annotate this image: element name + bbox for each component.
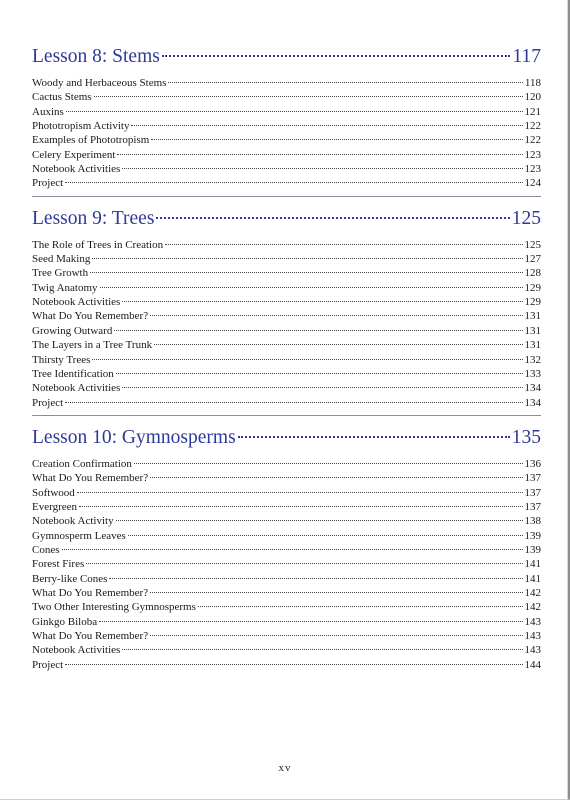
dot-leader	[162, 55, 511, 57]
lesson-section	[32, 425, 541, 672]
entry-title: Project	[32, 658, 64, 671]
toc-entry	[32, 119, 541, 133]
entry-title: Creation Confirmation	[32, 457, 132, 470]
entry-page-number: 137	[524, 500, 541, 513]
toc-entry	[32, 457, 541, 471]
entry-title: Woody and Herbaceous Stems	[32, 77, 167, 89]
entry-page-number: 137	[524, 486, 541, 499]
toc-entry	[32, 381, 541, 395]
entry-page-number: 121	[524, 105, 541, 118]
entry-page-number: 138	[524, 515, 541, 528]
dot-leader	[92, 258, 522, 259]
entry-page-number: 143	[524, 630, 541, 642]
toc-entry	[32, 367, 541, 381]
entry-page-number: 143	[524, 644, 541, 657]
entry-title: Tree Identification	[32, 367, 114, 380]
entry-title: Evergreen	[32, 500, 77, 513]
dot-leader	[62, 549, 523, 550]
entry-title: Cones	[32, 543, 60, 556]
entry-title: What Do You Remember?	[32, 472, 149, 485]
lesson-page-number: 117	[512, 46, 541, 67]
dot-leader	[90, 272, 522, 273]
entry-title: Notebook Activities	[32, 382, 121, 395]
dot-leader	[168, 82, 522, 83]
entry-title: Forest Fires	[32, 558, 85, 571]
toc-entry	[32, 500, 541, 514]
entry-page-number: 118	[524, 77, 541, 89]
dot-leader	[77, 492, 523, 493]
entry-page-number: 120	[524, 91, 541, 104]
dot-leader	[99, 621, 522, 622]
entry-page-number: 122	[524, 134, 541, 147]
entry-title: Growing Outward	[32, 324, 113, 337]
lesson-page-number: 125	[511, 207, 541, 229]
toc-entry	[32, 133, 541, 147]
entry-page-number: 132	[524, 353, 541, 366]
entry-title: Berry-like Cones	[32, 572, 108, 585]
entry-page-number: 127	[524, 253, 541, 266]
entry-title: The Layers in a Tree Trunk	[32, 339, 153, 352]
toc-entry	[32, 353, 541, 367]
entry-title: Notebook Activities	[32, 163, 121, 176]
entry-title: Phototropism Activity	[32, 120, 130, 133]
entry-title: Auxins	[32, 105, 64, 118]
toc-entry	[32, 324, 541, 338]
dot-leader	[94, 96, 523, 97]
lesson-heading	[32, 44, 541, 70]
dot-leader	[150, 592, 522, 593]
toc-entry	[32, 471, 541, 485]
entry-page-number: 131	[524, 310, 541, 323]
entry-title: Notebook Activities	[32, 644, 121, 657]
entry-page-number: 142	[524, 601, 541, 614]
dot-leader	[165, 244, 522, 245]
toc-entry	[32, 514, 541, 528]
dot-leader	[154, 344, 522, 345]
dot-leader	[65, 182, 522, 183]
dot-leader	[65, 664, 522, 665]
dot-leader	[116, 520, 523, 521]
entry-title: Two Other Interesting Gymnosperms	[32, 601, 196, 614]
entry-page-number: 143	[524, 615, 541, 628]
section-divider	[32, 196, 541, 197]
entry-page-number: 141	[524, 558, 541, 571]
entry-page-number: 125	[524, 238, 541, 251]
dot-leader	[86, 563, 522, 564]
entry-page-number: 139	[524, 529, 541, 542]
dot-leader	[117, 154, 522, 155]
lesson-title: Lesson 8: Stems	[32, 46, 160, 67]
lesson-heading	[32, 206, 541, 232]
entry-title: Examples of Phototropism	[32, 134, 150, 147]
toc-entry	[32, 600, 541, 614]
toc-entry	[32, 176, 541, 190]
entry-page-number: 137	[524, 472, 541, 485]
dot-leader	[122, 649, 522, 650]
entry-page-number: 144	[524, 658, 541, 671]
entry-title: Project	[32, 177, 64, 190]
entry-page-number: 139	[524, 543, 541, 556]
toc-entry	[32, 252, 541, 266]
toc-entry	[32, 90, 541, 104]
toc-entry	[32, 557, 541, 571]
entry-title: Project	[32, 396, 64, 409]
entry-page-number: 134	[524, 396, 541, 409]
entry-page-number: 131	[524, 339, 541, 352]
dot-leader	[66, 111, 523, 112]
section-divider	[32, 415, 541, 416]
entry-title: What Do You Remember?	[32, 630, 149, 642]
entry-title: Cactus Stems	[32, 91, 92, 104]
toc-entry	[32, 629, 541, 643]
dot-leader	[122, 168, 522, 169]
toc-entry	[32, 658, 541, 672]
entry-page-number: 122	[524, 120, 541, 133]
lesson-page-number: 135	[511, 426, 541, 448]
toc-entry	[32, 76, 541, 90]
entry-title: What Do You Remember?	[32, 310, 149, 323]
table-of-contents	[32, 44, 541, 672]
lesson-section	[32, 44, 541, 197]
entry-page-number: 133	[524, 367, 541, 380]
dot-leader	[122, 387, 522, 388]
entry-title: Tree Growth	[32, 267, 89, 280]
entry-page-number: 123	[524, 148, 541, 161]
dot-leader	[92, 359, 522, 360]
dot-leader	[198, 606, 523, 607]
dot-leader	[65, 402, 522, 403]
lesson-title: Lesson 10: Gymnosperms	[32, 426, 236, 448]
toc-entry	[32, 615, 541, 629]
toc-entry	[32, 529, 541, 543]
toc-entry	[32, 162, 541, 176]
entry-title: Seed Making	[32, 253, 91, 266]
dot-leader	[79, 506, 523, 507]
dot-leader	[151, 139, 522, 140]
entry-page-number: 142	[524, 586, 541, 599]
toc-entry	[32, 238, 541, 252]
entry-title: Notebook Activity	[32, 515, 114, 528]
lesson-section	[32, 206, 541, 416]
entry-page-number: 129	[524, 281, 541, 294]
dot-leader	[100, 287, 523, 288]
entry-page-number: 128	[524, 267, 541, 280]
dot-leader	[134, 463, 523, 464]
dot-leader	[150, 477, 522, 478]
dot-leader	[114, 330, 522, 331]
toc-entry	[32, 266, 541, 280]
page-folio: xv	[278, 762, 292, 774]
entry-page-number: 134	[524, 382, 541, 395]
dot-leader	[109, 578, 522, 579]
toc-entry	[32, 105, 541, 119]
entry-title: Ginkgo Biloba	[32, 615, 98, 628]
entry-title: What Do You Remember?	[32, 586, 149, 599]
entry-title: The Role of Trees in Creation	[32, 238, 164, 251]
entry-title: Softwood	[32, 486, 75, 499]
entry-title: Twig Anatomy	[32, 281, 98, 294]
entry-title: Gymnosperm Leaves	[32, 529, 126, 542]
dot-leader	[128, 535, 523, 536]
entry-page-number: 123	[524, 163, 541, 176]
toc-entry	[32, 543, 541, 557]
entry-title: Celery Experiment	[32, 148, 116, 161]
dot-leader	[122, 301, 522, 302]
toc-entry	[32, 572, 541, 586]
toc-entry	[32, 586, 541, 600]
entry-page-number: 141	[524, 572, 541, 585]
dot-leader	[131, 125, 522, 126]
dot-leader	[150, 635, 522, 636]
toc-entry	[32, 643, 541, 657]
toc-entry	[32, 309, 541, 323]
toc-entry	[32, 486, 541, 500]
dot-leader	[156, 217, 509, 219]
entry-page-number: 131	[524, 324, 541, 337]
dot-leader	[150, 315, 522, 316]
lesson-title: Lesson 9: Trees	[32, 207, 155, 229]
dot-leader	[238, 436, 510, 438]
toc-entry	[32, 281, 541, 295]
toc-entry	[32, 338, 541, 352]
entry-page-number: 129	[524, 296, 541, 309]
toc-entry	[32, 396, 541, 410]
entry-title: Thirsty Trees	[32, 353, 91, 366]
toc-entry	[32, 148, 541, 162]
entry-title: Notebook Activities	[32, 296, 121, 309]
toc-entry	[32, 295, 541, 309]
entry-page-number: 124	[524, 177, 541, 190]
entry-page-number: 136	[524, 457, 541, 470]
dot-leader	[116, 373, 523, 374]
lesson-heading	[32, 425, 541, 451]
